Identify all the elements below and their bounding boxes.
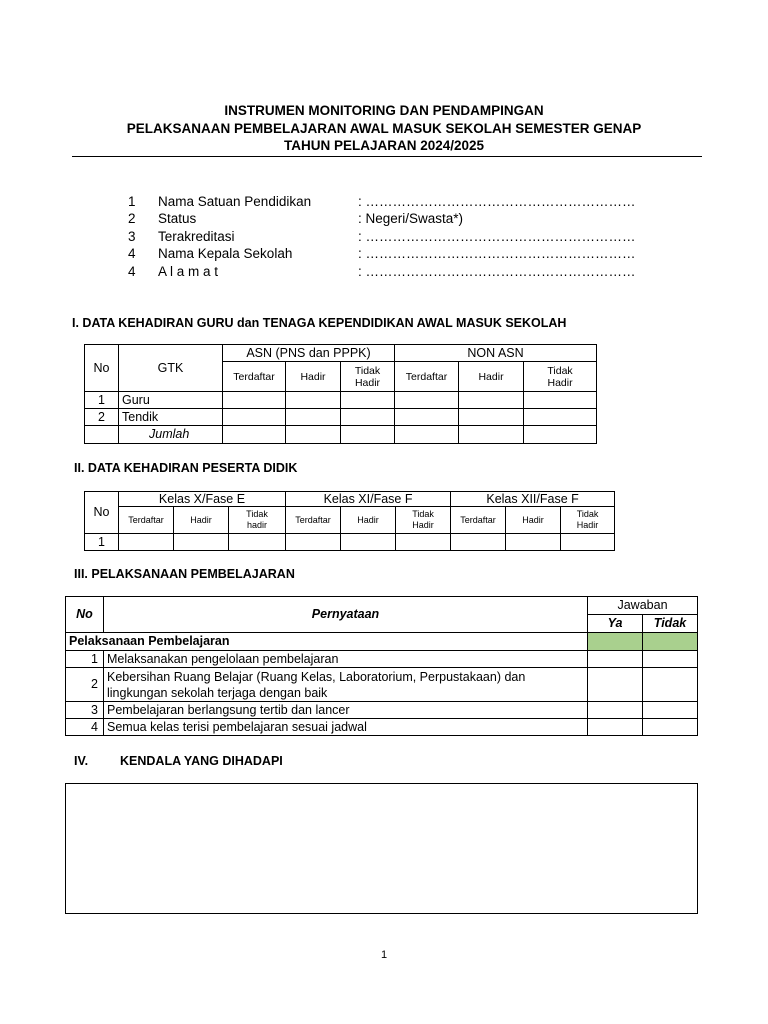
section-3-title: III. PELAKSANAAN PEMBELAJARAN xyxy=(74,567,295,581)
row-no: 1 xyxy=(85,392,119,409)
group-kelas-xi: Kelas XI/Fase F xyxy=(286,492,451,507)
cell[interactable] xyxy=(286,409,341,426)
row-no: 2 xyxy=(66,668,104,702)
cell[interactable] xyxy=(119,534,174,551)
cell[interactable] xyxy=(524,409,597,426)
cell[interactable] xyxy=(286,534,341,551)
answer-tidak-cell[interactable] xyxy=(643,651,698,668)
sub-terdaftar: Terdaftar xyxy=(451,507,506,534)
answer-ya-cell[interactable] xyxy=(588,651,643,668)
cell[interactable] xyxy=(223,392,286,409)
cell[interactable] xyxy=(561,534,615,551)
identity-row xyxy=(0,246,768,263)
cell[interactable] xyxy=(286,426,341,444)
sub-tidak-hadir xyxy=(396,507,451,534)
sub-hadir-word: Hadir xyxy=(576,520,599,530)
sub-terdaftar: Terdaftar xyxy=(395,362,459,392)
col-no: No xyxy=(85,345,119,392)
staff-attendance-table xyxy=(84,344,597,444)
row-text: Melaksanakan pengelolaan pembelajaran xyxy=(104,651,588,668)
sub-hadir-word: Hadir xyxy=(547,376,573,389)
table-row xyxy=(66,668,698,702)
identity-row xyxy=(0,194,768,211)
cell[interactable] xyxy=(524,392,597,409)
identity-label: Terakreditasi xyxy=(158,229,235,244)
table-row xyxy=(85,534,615,551)
kendala-text-area[interactable] xyxy=(65,783,698,914)
cell xyxy=(85,426,119,444)
identity-num: 2 xyxy=(128,211,136,226)
identity-value: : …………………………………………………… xyxy=(358,264,636,279)
group-row xyxy=(66,633,698,651)
row-no: 2 xyxy=(85,409,119,426)
identity-label: A l a m a t xyxy=(158,264,219,279)
col-ya: Ya xyxy=(588,615,643,633)
identity-num: 4 xyxy=(128,246,136,261)
cell[interactable] xyxy=(396,534,451,551)
col-jawaban: Jawaban xyxy=(588,597,698,615)
table-row xyxy=(85,392,597,409)
row-no: 1 xyxy=(66,651,104,668)
cell[interactable] xyxy=(395,392,459,409)
row-no: 4 xyxy=(66,719,104,736)
cell[interactable] xyxy=(223,409,286,426)
cell-ya-header xyxy=(588,633,643,651)
col-pernyataan: Pernyataan xyxy=(104,597,588,633)
sub-terdaftar: Terdaftar xyxy=(119,507,174,534)
section-1-title: I. DATA KEHADIRAN GURU dan TENAGA KEPENDIDIKAN AWAL MASUK SEKOLAH xyxy=(72,316,567,330)
sub-tidak-word: Tidak xyxy=(547,364,573,377)
cell[interactable] xyxy=(223,426,286,444)
sub-tidak-hadir xyxy=(229,507,286,534)
group-asn: ASN (PNS dan PPPK) xyxy=(223,345,395,362)
learning-checklist-table xyxy=(65,596,698,736)
cell[interactable] xyxy=(524,426,597,444)
row-text: Semua kelas terisi pembelajaran sesuai jadwal xyxy=(104,719,588,736)
table-row-total xyxy=(85,426,597,444)
cell[interactable] xyxy=(451,534,506,551)
col-no: No xyxy=(66,597,104,633)
doc-title-line-1: INSTRUMEN MONITORING DAN PENDAMPINGAN xyxy=(224,103,544,118)
cell[interactable] xyxy=(395,426,459,444)
cell[interactable] xyxy=(341,392,395,409)
cell[interactable] xyxy=(341,534,396,551)
answer-tidak-cell[interactable] xyxy=(643,702,698,719)
identity-label: Nama Satuan Pendidikan xyxy=(158,194,312,209)
identity-num: 3 xyxy=(128,229,136,244)
answer-ya-cell[interactable] xyxy=(588,702,643,719)
table-row xyxy=(66,719,698,736)
sub-terdaftar: Terdaftar xyxy=(223,362,286,392)
section-2-title: II. DATA KEHADIRAN PESERTA DIDIK xyxy=(74,461,298,475)
cell[interactable] xyxy=(341,426,395,444)
sub-hadir: Hadir xyxy=(459,362,524,392)
sub-hadir: Hadir xyxy=(341,507,396,534)
sub-tidak-hadir xyxy=(561,507,615,534)
cell[interactable] xyxy=(395,409,459,426)
answer-tidak-cell[interactable] xyxy=(643,668,698,702)
answer-ya-cell[interactable] xyxy=(588,668,643,702)
identity-value: : Negeri/Swasta*) xyxy=(358,211,464,226)
cell[interactable] xyxy=(174,534,229,551)
identity-row xyxy=(0,211,768,228)
answer-tidak-cell[interactable] xyxy=(643,719,698,736)
identity-label: Status xyxy=(158,211,197,226)
sub-hadir-word: Hadir xyxy=(412,520,434,530)
answer-ya-cell[interactable] xyxy=(588,719,643,736)
section-4-num: IV. xyxy=(74,754,89,768)
cell-tidak-header xyxy=(643,633,698,651)
group-non-asn: NON ASN xyxy=(395,345,597,362)
group-kelas-xii: Kelas XII/Fase F xyxy=(451,492,615,507)
student-attendance-table xyxy=(84,491,615,551)
sub-hadir-word: Hadir xyxy=(354,376,381,389)
cell[interactable] xyxy=(459,392,524,409)
row-no: 1 xyxy=(85,534,119,551)
group-kelas-x: Kelas X/Fase E xyxy=(119,492,286,507)
sub-hadir-word: hadir xyxy=(247,520,268,530)
identity-row xyxy=(0,229,768,246)
sub-tidak-hadir xyxy=(524,362,597,392)
row-text: Pembelajaran berlangsung tertib dan lancer xyxy=(104,702,588,719)
row-no: 3 xyxy=(66,702,104,719)
jumlah-label: Jumlah xyxy=(119,426,223,444)
sub-hadir: Hadir xyxy=(286,362,341,392)
table-row xyxy=(85,409,597,426)
cell[interactable] xyxy=(506,534,561,551)
sub-hadir: Hadir xyxy=(174,507,229,534)
sub-tidak-word: Tidak xyxy=(576,509,599,519)
group-label: Pelaksanaan Pembelajaran xyxy=(66,633,588,651)
cell[interactable] xyxy=(459,426,524,444)
doc-title-line-2: PELAKSANAAN PEMBELAJARAN AWAL MASUK SEKOLAH SEMESTER GENAP xyxy=(126,121,642,136)
sub-tidak-word: Tidak xyxy=(246,509,268,519)
cell[interactable] xyxy=(286,392,341,409)
section-4-title: KENDALA YANG DIHADAPI xyxy=(120,754,283,768)
row-name: Tendik xyxy=(119,409,223,426)
identity-row xyxy=(0,264,768,281)
sub-terdaftar: Terdaftar xyxy=(286,507,341,534)
table-row xyxy=(66,702,698,719)
sub-tidak-hadir xyxy=(341,362,395,392)
row-name: Guru xyxy=(119,392,223,409)
sub-tidak-word: Tidak xyxy=(354,364,381,377)
cell[interactable] xyxy=(341,409,395,426)
identity-label: Nama Kepala Sekolah xyxy=(158,246,293,261)
identity-num: 1 xyxy=(128,194,136,209)
row-text: Kebersihan Ruang Belajar (Ruang Kelas, Laboratorium, Perpustakaan) dan lingkungan sekolah terjaga dengan baik xyxy=(104,668,588,702)
col-no: No xyxy=(85,492,119,534)
table-row xyxy=(66,651,698,668)
page-number: 1 xyxy=(380,949,388,961)
identity-value: : …………………………………………………… xyxy=(358,194,636,209)
identity-num: 4 xyxy=(128,264,136,279)
sub-tidak-word: Tidak xyxy=(412,509,434,519)
cell[interactable] xyxy=(229,534,286,551)
identity-value: : …………………………………………………… xyxy=(358,229,636,244)
cell[interactable] xyxy=(459,409,524,426)
identity-value: : …………………………………………………… xyxy=(358,246,636,261)
sub-hadir: Hadir xyxy=(506,507,561,534)
col-tidak: Tidak xyxy=(643,615,698,633)
title-divider xyxy=(72,156,702,157)
doc-title-line-3: TAHUN PELAJARAN 2024/2025 xyxy=(283,138,485,153)
col-gtk: GTK xyxy=(119,345,223,392)
